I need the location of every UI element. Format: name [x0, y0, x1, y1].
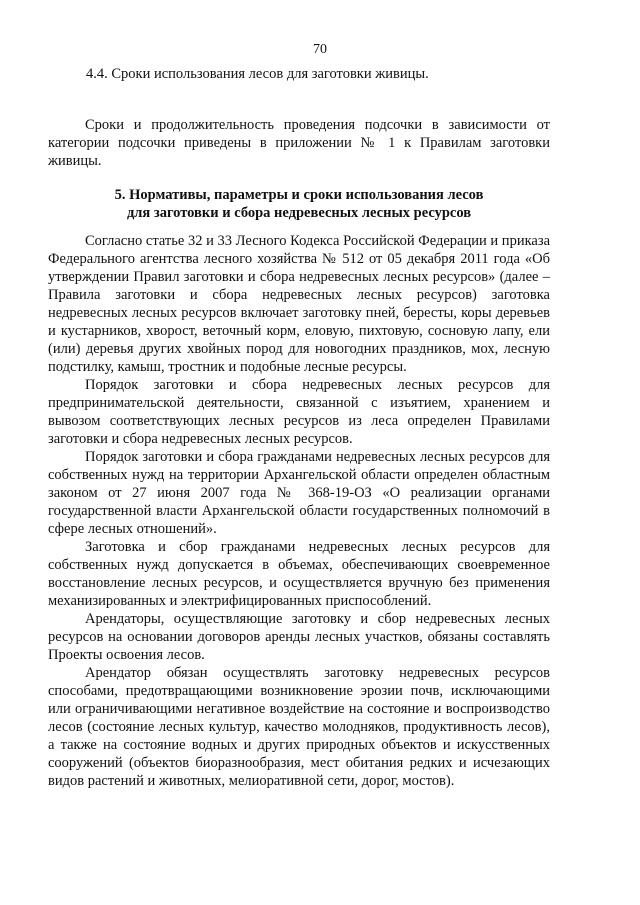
paragraph-lessees: Арендаторы, осуществляющие заготовку и сбор недревесных лесных ресурсов на основании договоров аренды лесных участков, обязаны составлять Проекты освоения лесов.	[48, 611, 550, 663]
section-4-4-title: 4.4. Сроки использования лесов для заготовки живицы.	[86, 66, 429, 82]
section-5-heading	[48, 186, 550, 222]
paragraph-lessee-obligations: Арендатор обязан осуществлять заготовку недревесных ресурсов способами, предотвращающими возникновение эрозии почв, исключающими или ограничивающими негативное воздействие на состояние и воспроизводство лесов (состояние лесных культур, качество молодняков, продуктивность лесов), а также на состояние водных и других природных объектов и искусственных сооружений (объектов биоразнообразия, мест обитания редких и исчезающих видов растений и животных, мелиоративной сети, дорог, мостов).	[48, 665, 550, 789]
paragraph-business-procedure: Порядок заготовки и сбора недревесных лесных ресурсов для предпринимательской деятельности, связанной с изъятием, хранением и вывозом соответствующих лесных ресурсов из леса определен Правилами заготовки и сбора недревесных лесных ресурсов.	[48, 377, 550, 447]
paragraph-citizens-procedure: Порядок заготовки и сбора гражданами недревесных лесных ресурсов для собственных нужд на территории Архангельской области определен областным законом от 27 июня 2007 года № 368-19-ОЗ «О реализации органами государственной власти Архангельской области государственных полномочий в сфере лесных отношений».	[48, 449, 550, 537]
paragraph-forest-code: Согласно статье 32 и 33 Лесного Кодекса Российской Федерации и приказа Федерального агентства лесного хозяйства № 512 от 05 декабря 2011 года «Об утверждении Правил заготовки и сбора недревесных лесных ресурсов» (далее – Правила заготовки и сбора недревесных лесных ресурсов) заготовка недревесных лесных ресурсов включает заготовку пней, бересты, коры деревьев и кустарников, хворост, веточный корм, еловую, пихтовую, сосновую лапу, ели (или) деревья других хвойных пород для новогодних праздников, мох, лесную подстилку, камыш, тростник и подобные лесные ресурсы.	[48, 233, 550, 375]
body-text	[48, 232, 550, 790]
section-5-heading-line-1: 5. Нормативы, параметры и сроки использования лесов	[114, 187, 484, 203]
paragraph-manual-harvesting: Заготовка и сбор гражданами недревесных лесных ресурсов для собственных нужд допускается в объемах, обеспечивающих своевременное восстановление лесных ресурсов, и осуществляется вручную без применения механизированных и электрифицированных приспособлений.	[48, 539, 550, 609]
section-5-heading-line-2: для заготовки и сбора недревесных лесных ресурсов	[126, 205, 472, 221]
page-number: 70	[313, 42, 327, 57]
intro-paragraph: Сроки и продолжительность проведения подсочки в зависимости от категории подсочки приведены в приложении № 1 к Правилам заготовки живицы.	[48, 117, 550, 169]
